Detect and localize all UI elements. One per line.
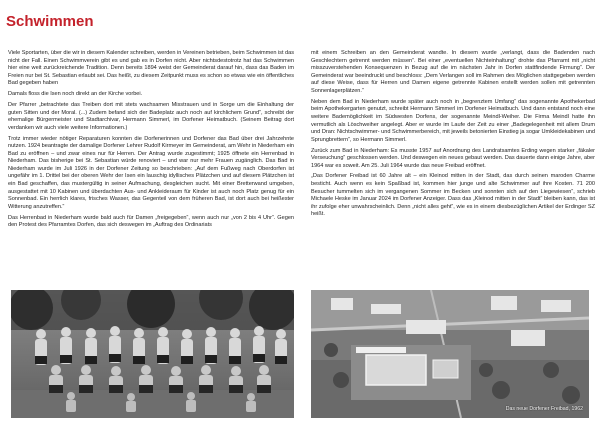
paragraph: Trotz immer wieder nötiger Reparaturen konnten die Dorfenerinnen und Dorfener das Bad über drei Jahrzehnte nutzen. 1924 beantragte der damalige Dorfener Lehrer Rudolf Kirmeyer im Gemeinderat, am Wehr in Niederham ein Bad zu eröffnen – und zwar eines nur für Herren. Der Antrag wurde zugestimmt; 1925 öffnete ein Herrenbad in Niederham. Das bisherige bei St. Sebastian würde renoviert – und war nur mehr Frauen zugänglich. Das Bad in Niederham wurde im Juli 1926 in der Dorfener Zeitung so beschrieben: „Auf dem Fußweg nach Oberdorfen ist ungefähr im 1. Drittel bei der oberen Wehr der Isen ein lauschig idyllisches Plätzchen und auf diesem Plätzchen ist ein Bad geschaffen, das mustergültig in seiner Aufmachung, desgleichen sucht. Mit einer Bretterwand umgeben, ausgestattet mit 10 Kabinen und überdachten Aus- und Ankleideraum für Kinder ist auch noch Platz genug für ein Sonnenbad. Ein herrlich klares, frisches Wasser, das Gegenteil von dem früheren Bad, ist dort auch bei heißester Witterung anzutreffen.“: [8, 135, 294, 210]
swimmers-group-photo: [11, 290, 294, 418]
aerial-photo-illustration: [311, 290, 589, 418]
paragraph: Zurück zum Bad in Niederham: Es musste 1957 auf Anordnung des Landratsamtes Erding wegen starker „fäkaler Verseuchung“ geschlossen werden. Und deswegen ein neues gebaut werden. Das dauerte dann einige Jahre, aber 1964 war es soweit. Am 25. Juli 1964 wurde das neue Freibad eröffnet.: [311, 147, 595, 169]
swimmers-photo-illustration: [11, 290, 294, 418]
page-title: Schwimmen: [6, 13, 94, 30]
right-column: [311, 50, 595, 222]
paragraph: mit einem Schreiben an den Gemeinderat wandte. In diesem wurde „verlangt, dass die Badenden nach Geschlechtern getrennt werden müssen“. Bei einer „eventuellen Nichteinhaltung“ drohte das Pfarramt mit „nicht misszuverstehenden Konsequenzen in Bezug auf die im nächsten Jahr in Dorfen stattfindende Firmung“. Der Gemeinderat war beeindruckt und beschloss: „Dem Verlangen soll im Rahmen des Möglichen stattgegeben werden auf diese Weise, dass für Herren und Damen eigene getrennte Kabinen erstellt werden sollen mit getrennten Sonnenlagerplätzen.“: [311, 50, 595, 94]
left-column: [8, 50, 294, 233]
aerial-freibad-photo: [311, 290, 589, 418]
paragraph: Damals floss die Isen noch direkt an der Kirche vorbei.: [8, 91, 143, 98]
paragraph: Neben dem Bad in Niederham wurde später auch noch in „begrenztem Umfang“ das sogenannte Apothekerbad beim Apothekergarten genutzt, schreibt Hermann Simmerl im Dorfener Heimatbuch. Und dann entstand noch eine weitere Bademöglichkeit im Südwesten Dorfens, der sogenannte Meindl-Weiher. Die Firma Meindl hatte ihn vermutlich als Löschweiher angelegt. Aber er wurde im Laufe der Zeit zu einer „Badegelegenheit mit allem Drum und Dran: Nichtschwimmer- und Schwimmerbereich, mit jeweils betonierten Einstieg ja sogar Umkleidekabinen und Sprungbrettern“, so Hermann Simmerl.: [311, 98, 595, 143]
paragraph: „Das Dorfener Freibad ist 60 Jahre alt – ein Kleinod mitten in der Stadt, das durch seinen maroden Charme besticht. Auch wenn es kein Spaßbad ist, kommen hier junge und alte Schwimmer auf ihre Kosten. 71 200 Besucher tummelten sich im vergangenen Sommer im Becken und sonnten sich auf den Liegewiesen“, schrieb Michaele Heske im Januar 2024 im Dorfener Anzeiger. Dass das „Kleinod mitten in der Stadt“ bleiben kann, das ist ihr zufolge eher unwahrscheinlich. Denn „nicht alles geht“, wie es in einem diesbezüglichen Artikel der Erdinger SZ heißt.: [311, 173, 595, 218]
paragraph: Der Pfarrer „betrachtete das Treiben dort mit stets wachsamen Misstrauen und in Sorge um die Einhaltung der guten Sitten und der Moral. (...) Zudem befand sich der Badeplatz auch noch auf kirchlichem Grund“, schreibt der ehemalige Bürgermeister und Stadtarchivar, Hermann Simmerl, im Dorfener Heimatbuch. (Seinem Beitrag dort verdanken wir auch viele weitere Informationen.): [8, 101, 294, 131]
paragraph: Viele Sportarten, über die wir in diesem Kalender schreiben, werden in Vereinen betrieben, beim Schwimmen ist das nicht der Fall. Einen Schwimmverein gibt es und gab es in Dorfen nicht. Aber nichtsdestotrotz hat das Schwimmen hier eine weit zurückreichende Tradition. Denn bereits 1894 weist der Gemeinderat darauf hin, dass das Baden im Freien nur bei St. Sebastian erlaubt sei. Das heißt, zu diesem Zeitpunkt muss es schon so etwas wie ein öffentliches Bad gegeben haben: [8, 50, 294, 87]
paragraph: Das Herrenbad in Niederham wurde bald auch für Damen „freigegeben“, wenn auch nur „von 2 bis 4 Uhr“. Gegen den Protest des Pfarramtes Dorfen, das sich deswegen im „Auftrag des Ordinariats: [8, 214, 294, 229]
photo-caption: Das neue Dorfener Freibad, 1962: [505, 406, 583, 412]
